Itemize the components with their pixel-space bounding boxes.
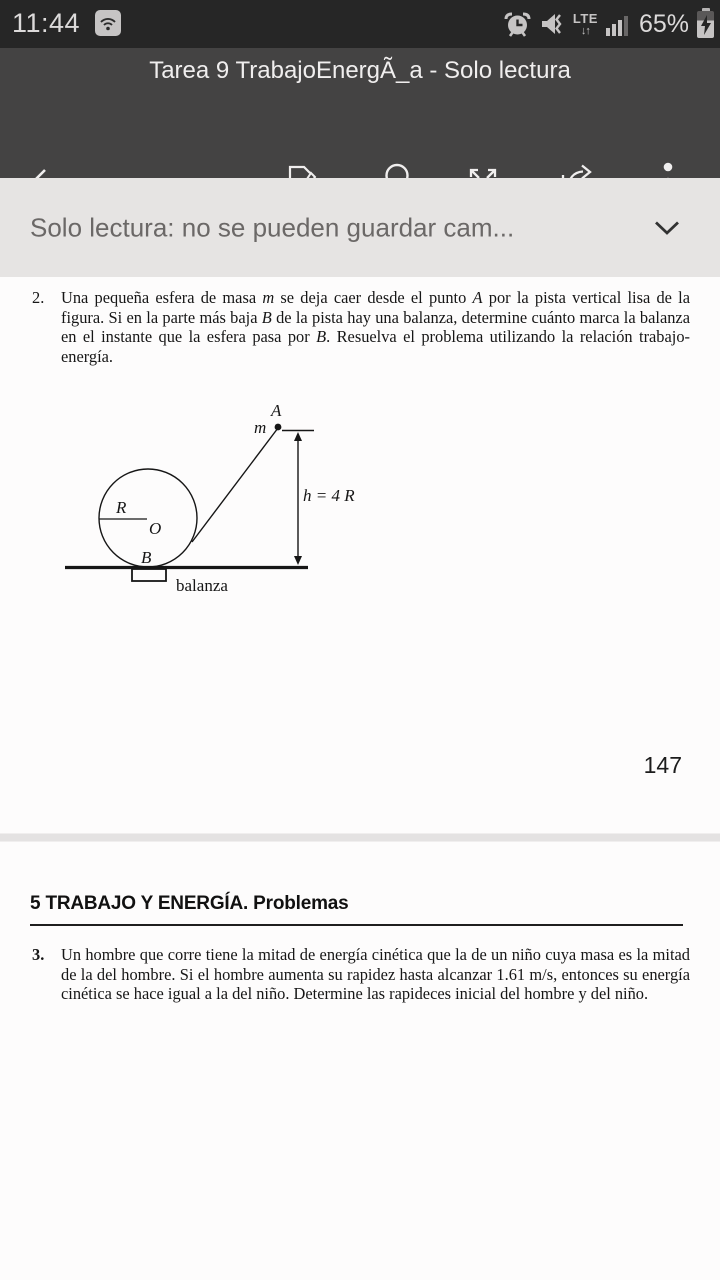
label-height: h = 4 R xyxy=(303,486,355,505)
lte-indicator xyxy=(573,12,598,37)
label-radius: R xyxy=(116,498,127,517)
section-header: 5 TRABAJO Y ENERGÍA. Problemas xyxy=(30,893,349,914)
alarm-icon xyxy=(504,11,531,38)
problem-3-number: 3. xyxy=(32,945,45,964)
label-mass: m xyxy=(254,418,267,437)
readonly-banner[interactable] xyxy=(0,178,720,277)
chevron-down-icon[interactable] xyxy=(654,220,680,235)
lte-arrows-icon: ↓↑ xyxy=(580,24,590,37)
problem-3 xyxy=(32,945,690,1004)
lte-label: LTE xyxy=(572,10,598,26)
track-incline-line xyxy=(192,428,278,542)
status-icons-cluster xyxy=(504,0,714,48)
label-point-b: B xyxy=(141,548,152,567)
problem-2-number: 2. xyxy=(32,288,45,307)
label-balanza: balanza xyxy=(176,576,228,595)
document-scroll-area[interactable] xyxy=(0,277,720,1280)
document-title: Tarea 9 TrabajoEnergÃ_a - Solo lectura xyxy=(149,57,571,84)
physics-figure xyxy=(40,390,380,605)
status-bar xyxy=(0,0,720,48)
wifi-icon xyxy=(95,10,121,36)
label-center-o: O xyxy=(149,519,162,538)
problem-2-text: Una pequeña esfera de masa m se deja caer desde el punto A por la pista vertical lisa de la figura. Si en la parte más baja B de la pista hay una balanza, determine cuánto marca la balanza en el instante que la esfera pasa por B. Resuelva el problema utilizando la relación trabajo-energía. xyxy=(61,288,690,366)
section-rule xyxy=(30,924,683,926)
vibrate-icon xyxy=(539,11,565,38)
mass-dot xyxy=(275,424,282,431)
page-separator xyxy=(0,833,720,842)
problem-3-text: Un hombre que corre tiene la mitad de energía cinética que la de un niño cuya masa es la mitad de la del hombre. Si el hombre aumenta su rapidez hasta alcanzar 1.61 m/s, entonces su energía cinética se hace igual a la del niño. Determine las rapideces inicial del hombre y del niño. xyxy=(61,945,690,1004)
clock-time: 11:44 xyxy=(12,8,81,38)
label-point-a: A xyxy=(271,401,282,420)
page-number: 147 xyxy=(643,752,682,778)
scale-box xyxy=(132,569,166,581)
signal-strength-icon xyxy=(606,13,631,36)
app-bar xyxy=(0,48,720,178)
battery-charging-icon xyxy=(697,8,714,40)
problem-2 xyxy=(32,288,690,366)
readonly-message: Solo lectura: no se pueden guardar cam... xyxy=(30,212,515,242)
battery-percent: 65% xyxy=(638,9,689,38)
